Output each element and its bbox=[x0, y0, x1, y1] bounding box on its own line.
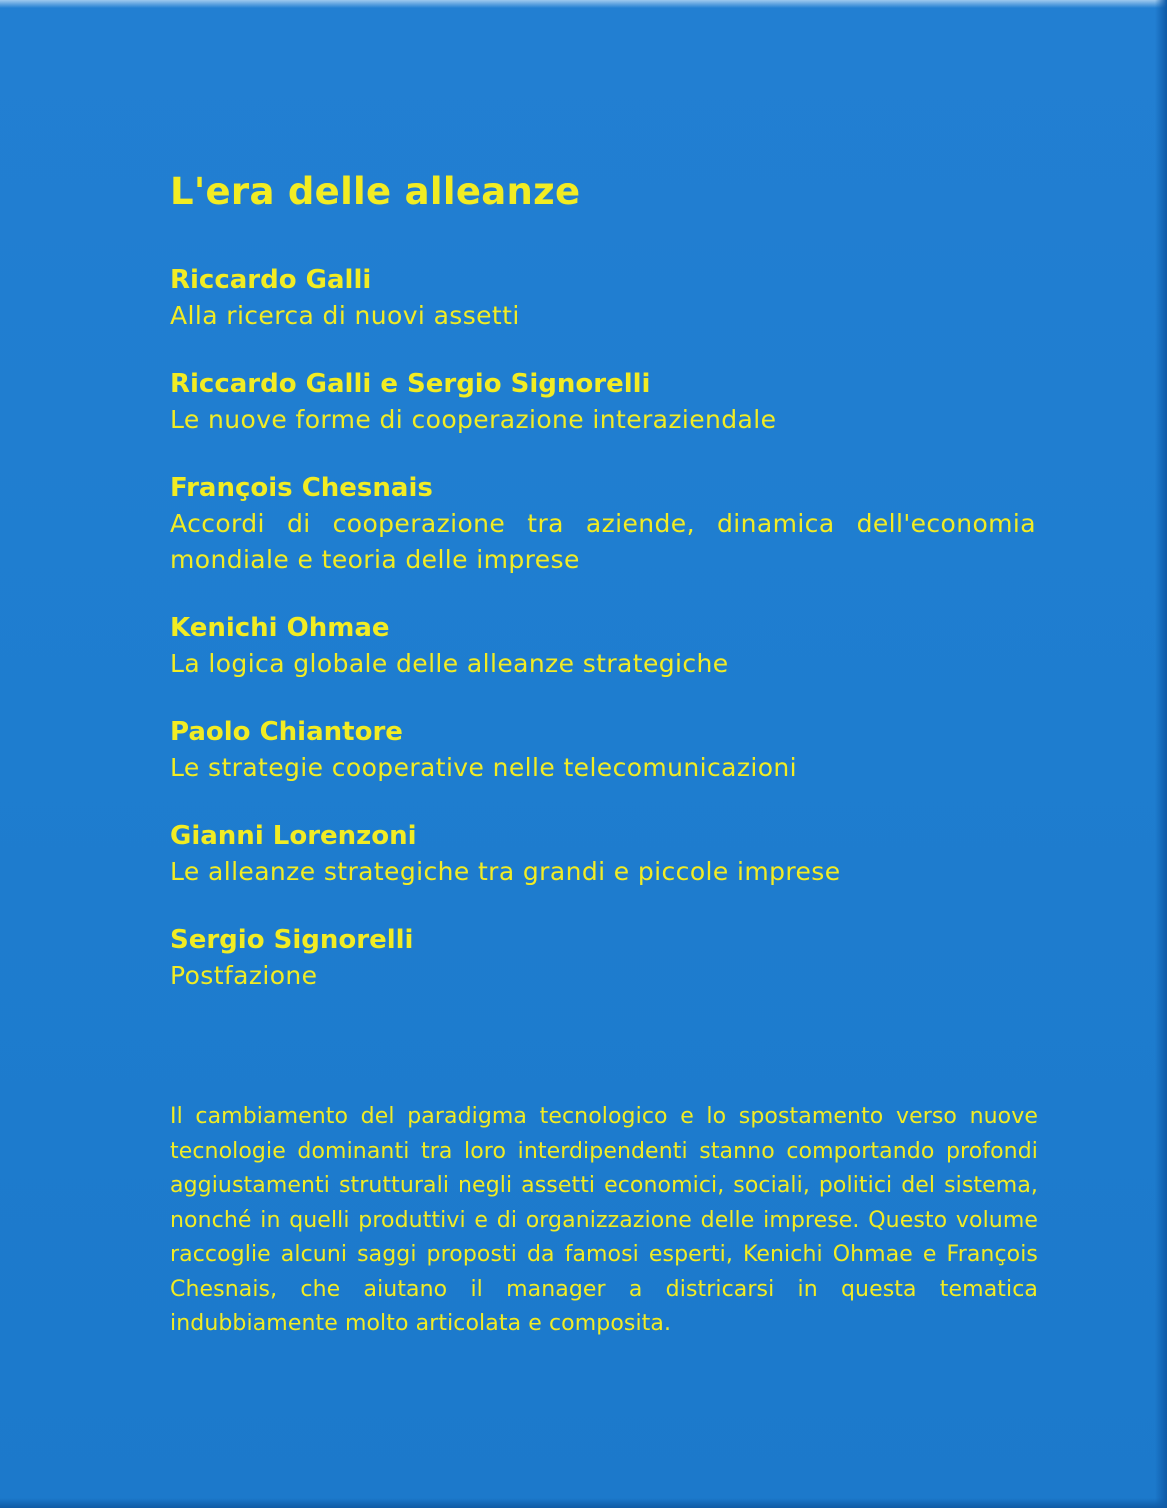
page-edge-right bbox=[1155, 0, 1167, 1508]
page-edge-bottom bbox=[0, 1498, 1167, 1508]
entry-essay-title: Le strategie cooperative nelle telecomunicazioni bbox=[170, 753, 798, 782]
contents-entry bbox=[170, 366, 1036, 438]
contents-entry bbox=[170, 818, 1036, 890]
entry-author: Kenichi Ohmae bbox=[170, 613, 390, 643]
entry-essay-title: Alla ricerca di nuovi assetti bbox=[170, 301, 520, 330]
entry-author: Sergio Signorelli bbox=[170, 925, 414, 955]
contents-entry bbox=[170, 714, 1036, 786]
entry-essay-title: Le alleanze strategiche tra grandi e piccole imprese bbox=[170, 857, 841, 886]
entry-essay-title: Postfazione bbox=[170, 961, 318, 990]
page-edge-top bbox=[0, 0, 1167, 8]
entry-author: Gianni Lorenzoni bbox=[170, 821, 417, 851]
entry-essay-title: Accordi di cooperazione tra aziende, dinamica dell'economia mondiale e teoria delle imprese bbox=[170, 509, 1036, 574]
book-description: Il cambiamento del paradigma tecnologico e lo spostamento verso nuove tecnologie dominanti tra loro interdipendenti stanno comportando profondi aggiustamenti strutturali negli assetti economici, sociali, politici del sistema, nonché in quelli produttivi e di organizzazione delle imprese. Questo volume raccoglie alcuni saggi proposti da famosi esperti, Kenichi Ohmae e François Chesnais, che aiutano il manager a districarsi in questa tematica indubbiamente molto articolata e composita. bbox=[170, 1104, 1038, 1336]
contents-entry bbox=[170, 922, 1036, 994]
entry-author: Riccardo Galli e Sergio Signorelli bbox=[170, 369, 651, 399]
contents-section bbox=[170, 168, 1036, 1026]
contents-entry bbox=[170, 470, 1036, 578]
contents-entry bbox=[170, 262, 1036, 334]
book-title: L'era delle alleanze bbox=[170, 170, 581, 213]
entry-author: François Chesnais bbox=[170, 473, 433, 503]
entry-author: Riccardo Galli bbox=[170, 265, 372, 295]
entry-essay-title: La logica globale delle alleanze strategiche bbox=[170, 649, 729, 678]
contents-entry bbox=[170, 610, 1036, 682]
entry-essay-title: Le nuove forme di cooperazione interaziendale bbox=[170, 405, 777, 434]
entry-author: Paolo Chiantore bbox=[170, 717, 403, 747]
